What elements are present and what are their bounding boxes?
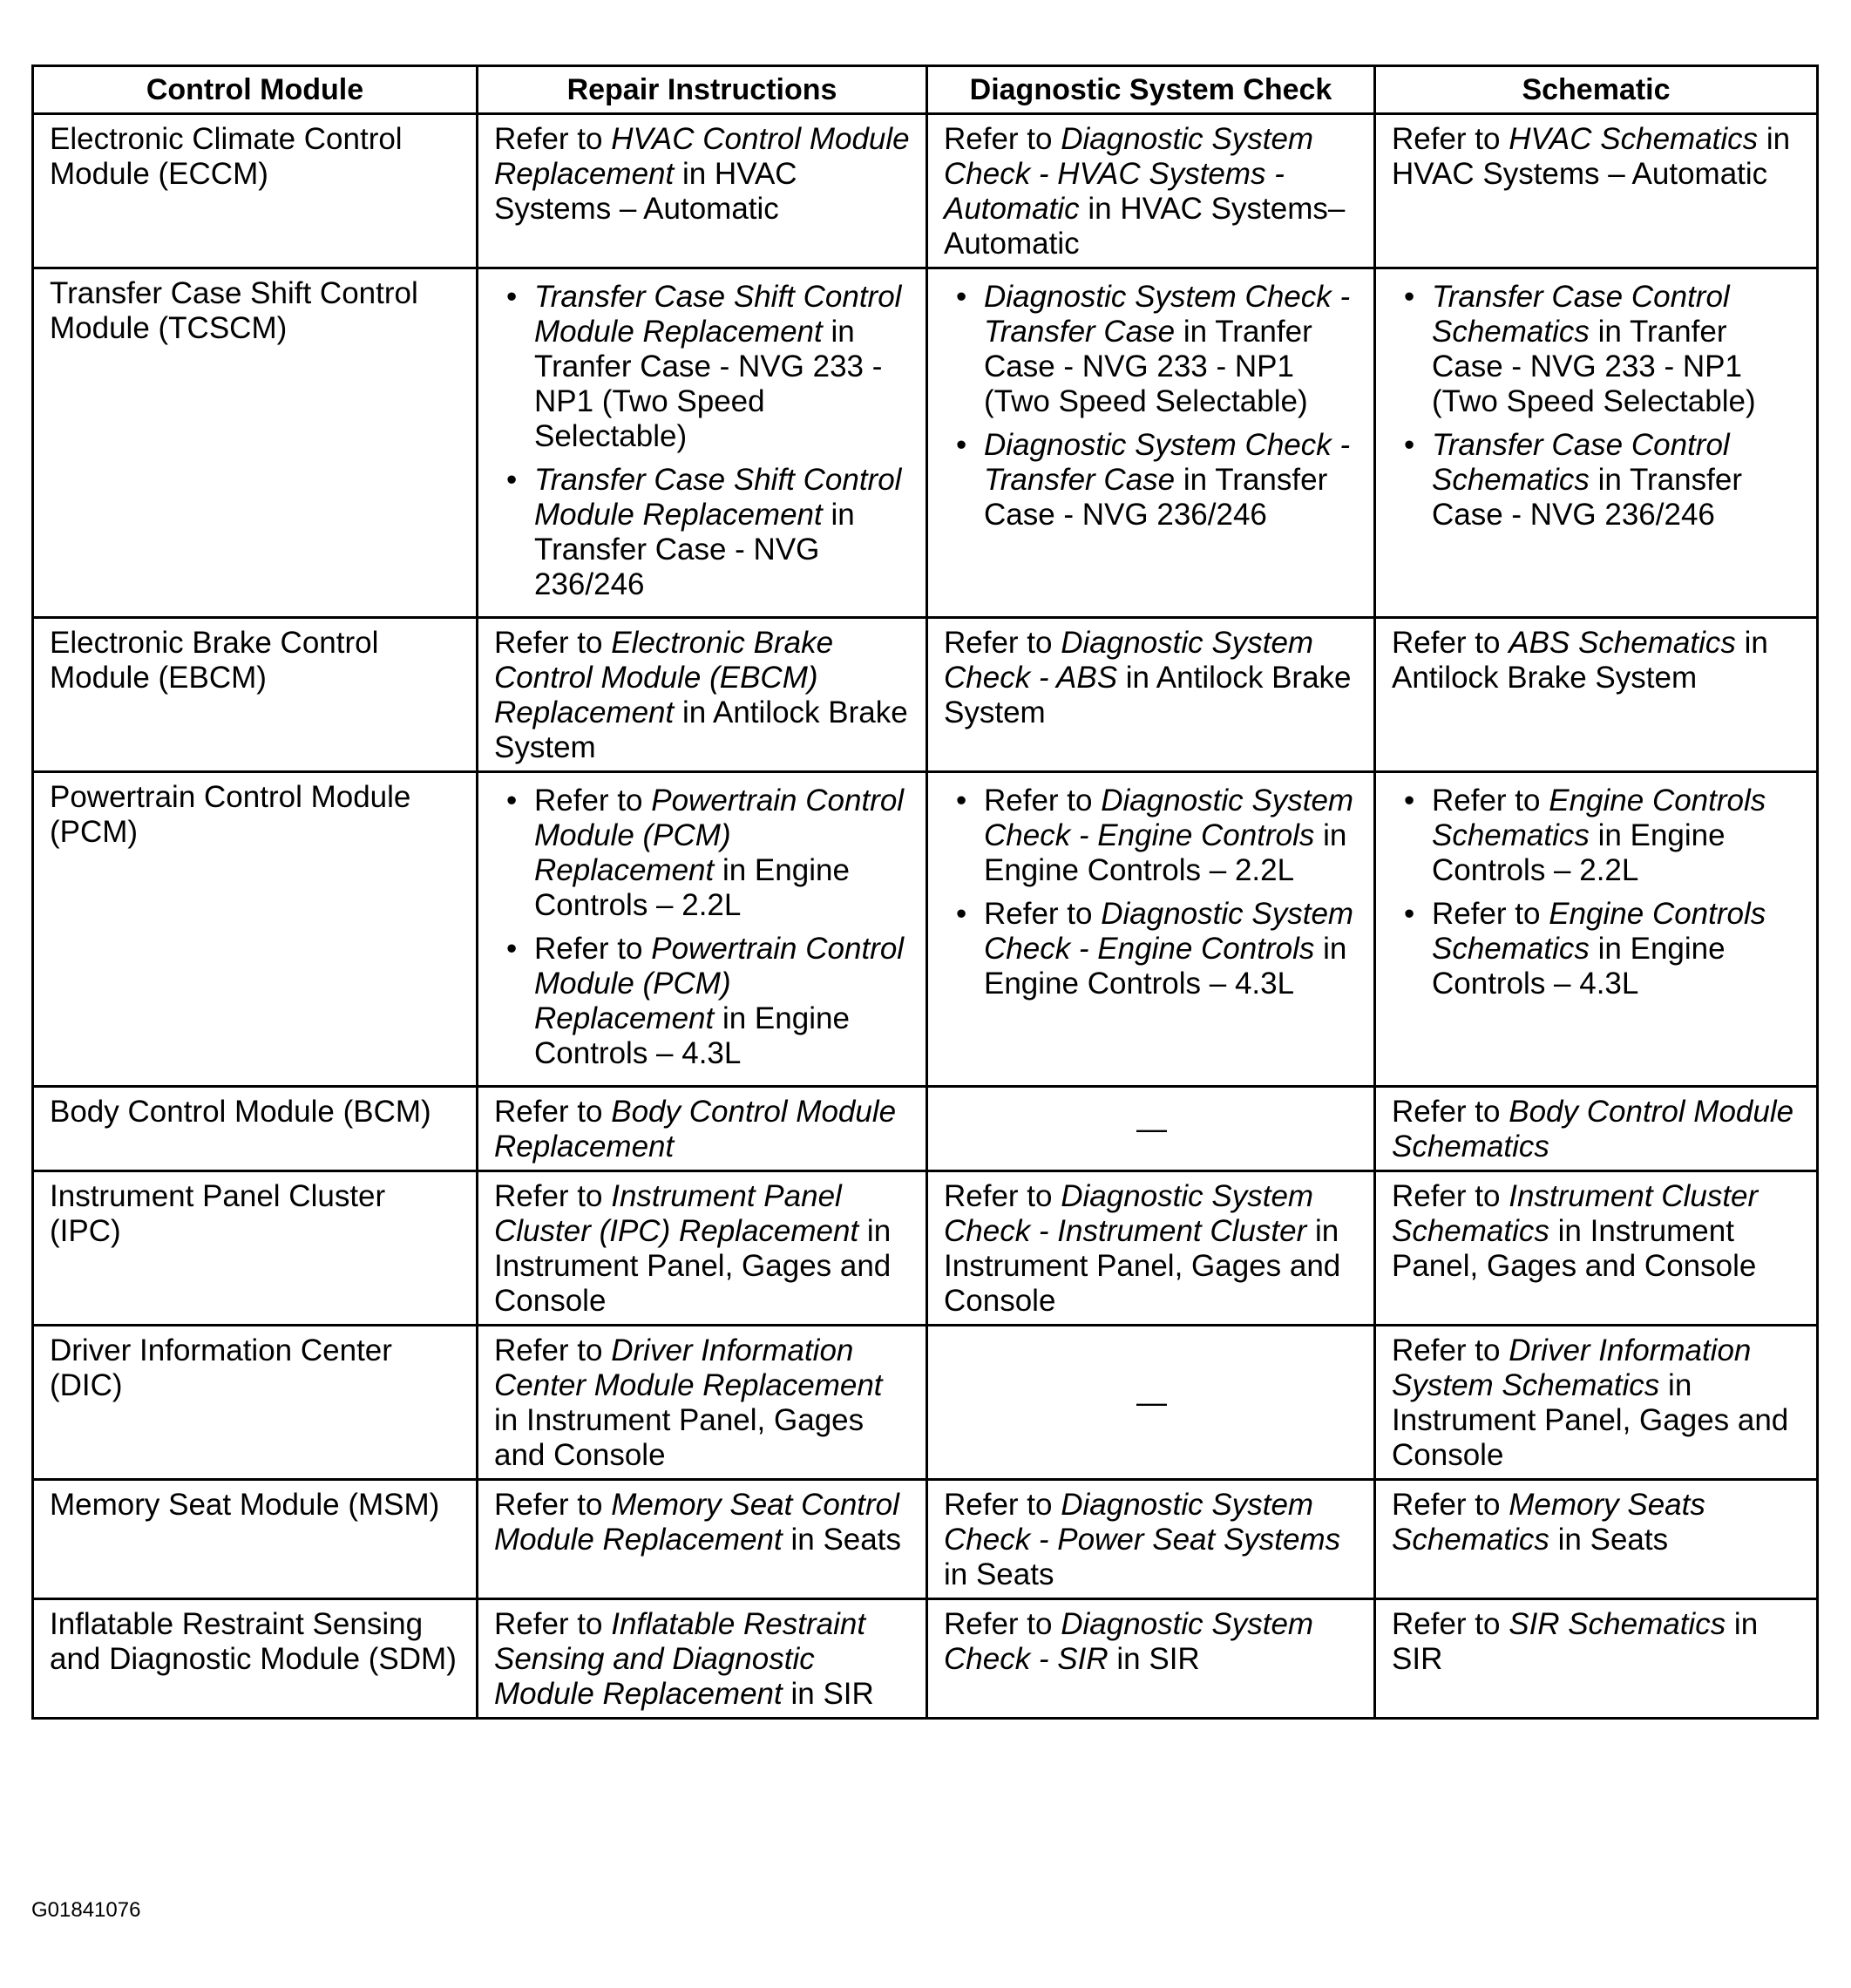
header-diagnostic-system-check: Diagnostic System Check xyxy=(927,66,1375,114)
reference-text: in Transfer Case - NVG 236/246 xyxy=(1432,463,1742,532)
reference-title: Driver Information System Schematics xyxy=(1392,1333,1752,1402)
reference-text: Refer to xyxy=(1392,1179,1509,1213)
diagnostic-check-cell xyxy=(927,618,1375,772)
reference-title: Transfer Case Control Schematics xyxy=(1432,280,1730,349)
reference-paragraph xyxy=(1392,1095,1802,1164)
diagnostic-check-cell xyxy=(927,772,1375,1087)
schematic-cell xyxy=(1375,1087,1818,1171)
table-body xyxy=(33,114,1818,1719)
reference-paragraph xyxy=(494,626,912,765)
reference-text: Refer to xyxy=(494,1607,612,1641)
module-name-cell: Electronic Brake Control Module (EBCM) xyxy=(33,618,478,772)
reference-title: SIR Schematics xyxy=(1509,1607,1726,1641)
reference-text: in HVAC Systems – Automatic xyxy=(1392,122,1791,191)
table-row xyxy=(33,1087,1818,1171)
reference-paragraph xyxy=(944,1607,1359,1677)
reference-title: Memory Seat Control Module Replacement xyxy=(494,1488,899,1557)
reference-title: Memory Seats Schematics xyxy=(1392,1488,1705,1557)
reference-text: in Instrument Panel, Gages and Console xyxy=(494,1214,892,1318)
reference-title: Diagnostic System Check - Transfer Case xyxy=(984,428,1351,497)
reference-title: ABS Schematics xyxy=(1509,626,1736,660)
reference-text: Refer to xyxy=(1392,122,1509,156)
not-applicable-dash: — xyxy=(1136,1386,1167,1420)
reference-text: Refer to xyxy=(944,122,1061,156)
reference-title: Diagnostic System Check - HVAC Systems - Automatic xyxy=(944,122,1314,226)
reference-text: in Transfer Case - NVG 236/246 xyxy=(534,498,855,601)
schematic-cell xyxy=(1375,114,1818,268)
reference-title: Transfer Case Shift Control Module Replacement xyxy=(534,280,902,349)
reference-title: Diagnostic System Check - Instrument Cluster xyxy=(944,1179,1314,1248)
table-row xyxy=(33,268,1818,618)
not-applicable-dash: — xyxy=(1136,1112,1167,1146)
reference-text: Refer to xyxy=(1392,1488,1509,1522)
module-name-cell: Driver Information Center (DIC) xyxy=(33,1326,478,1480)
reference-paragraph xyxy=(494,1607,912,1712)
reference-text: in Seats xyxy=(782,1523,901,1557)
reference-title: HVAC Control Module Replacement xyxy=(494,122,910,191)
list-item xyxy=(944,280,1359,419)
reference-text: Refer to xyxy=(1432,897,1549,931)
reference-text: Refer to xyxy=(1392,1095,1509,1129)
list-item xyxy=(1392,280,1802,419)
reference-list xyxy=(1392,784,1802,1001)
module-name-cell: Inflatable Restraint Sensing and Diagnostic Module (SDM) xyxy=(33,1599,478,1719)
reference-text: in Engine Controls – 2.2L xyxy=(534,853,850,922)
reference-title: Diagnostic System Check - Engine Controls xyxy=(984,897,1354,966)
module-name-cell: Electronic Climate Control Module (ECCM) xyxy=(33,114,478,268)
module-name-cell: Powertrain Control Module (PCM) xyxy=(33,772,478,1087)
repair-instructions-cell xyxy=(478,1171,927,1326)
reference-title: Engine Controls Schematics xyxy=(1432,897,1766,966)
reference-text: in Engine Controls – 4.3L xyxy=(1432,932,1726,1001)
table-row xyxy=(33,772,1818,1087)
list-item xyxy=(494,784,912,923)
list-item xyxy=(494,932,912,1071)
list-item xyxy=(494,280,912,454)
control-module-table xyxy=(31,64,1819,1720)
reference-paragraph xyxy=(1392,1179,1802,1284)
repair-instructions-cell xyxy=(478,1480,927,1599)
reference-text: Refer to xyxy=(944,1488,1061,1522)
schematic-cell xyxy=(1375,268,1818,618)
reference-list xyxy=(944,280,1359,533)
reference-title: Body Control Module Replacement xyxy=(494,1095,897,1164)
reference-text: Refer to xyxy=(1432,784,1549,818)
reference-text: in HVAC Systems – Automatic xyxy=(494,157,797,226)
reference-text: in Seats xyxy=(944,1557,1054,1591)
table-row xyxy=(33,1480,1818,1599)
list-item xyxy=(944,784,1359,888)
reference-text: Refer to xyxy=(494,1488,612,1522)
header-repair-instructions: Repair Instructions xyxy=(478,66,927,114)
table-row xyxy=(33,1171,1818,1326)
list-item xyxy=(1392,784,1802,888)
diagnostic-check-cell xyxy=(927,114,1375,268)
reference-text: Refer to xyxy=(494,122,612,156)
header-row xyxy=(33,66,1818,114)
reference-text: Refer to xyxy=(494,626,612,660)
diagnostic-check-cell xyxy=(927,1599,1375,1719)
reference-title: Instrument Panel Cluster (IPC) Replacement xyxy=(494,1179,859,1248)
table-row xyxy=(33,114,1818,268)
reference-title: Diagnostic System Check - Transfer Case xyxy=(984,280,1351,349)
repair-instructions-cell xyxy=(478,618,927,772)
reference-text: in Instrument Panel, Gages and Console xyxy=(1392,1368,1789,1472)
reference-text: in Engine Controls – 4.3L xyxy=(534,1001,850,1070)
reference-paragraph xyxy=(1392,1488,1802,1557)
repair-instructions-cell xyxy=(478,114,927,268)
list-item xyxy=(944,897,1359,1001)
schematic-cell xyxy=(1375,1599,1818,1719)
reference-text: Refer to xyxy=(984,897,1102,931)
module-name-cell: Transfer Case Shift Control Module (TCSCM) xyxy=(33,268,478,618)
reference-text: Refer to xyxy=(534,932,652,966)
list-item xyxy=(944,428,1359,533)
reference-paragraph xyxy=(944,626,1359,730)
reference-title: Engine Controls Schematics xyxy=(1432,784,1766,852)
repair-instructions-cell xyxy=(478,772,927,1087)
reference-title: Driver Information Center Module Replacement xyxy=(494,1333,883,1402)
reference-paragraph xyxy=(494,122,912,227)
module-name-cell: Body Control Module (BCM) xyxy=(33,1087,478,1171)
reference-text: in Tranfer Case - NVG 233 - NP1 (Two Speed Selectable) xyxy=(1432,315,1756,418)
figure-id: G01841076 xyxy=(31,1898,141,1922)
reference-text: in Engine Controls – 2.2L xyxy=(984,818,1347,887)
reference-title: HVAC Schematics xyxy=(1509,122,1759,156)
reference-text: in Tranfer Case - NVG 233 - NP1 (Two Speed Selectable) xyxy=(534,315,883,453)
reference-title: Powertrain Control Module (PCM) Replacement xyxy=(534,932,905,1035)
reference-title: Diagnostic System Check - Power Seat Systems xyxy=(944,1488,1341,1557)
reference-list xyxy=(944,784,1359,1001)
table-row xyxy=(33,1326,1818,1480)
schematic-cell xyxy=(1375,1171,1818,1326)
reference-paragraph xyxy=(944,122,1359,261)
list-item xyxy=(494,463,912,602)
reference-text: in Engine Controls – 4.3L xyxy=(984,932,1347,1001)
module-name-cell: Memory Seat Module (MSM) xyxy=(33,1480,478,1599)
module-name-cell: Instrument Panel Cluster (IPC) xyxy=(33,1171,478,1326)
reference-text: Refer to xyxy=(944,1607,1061,1641)
reference-title: Powertrain Control Module (PCM) Replacement xyxy=(534,784,905,887)
reference-paragraph xyxy=(1392,122,1802,192)
reference-list xyxy=(494,784,912,1071)
reference-paragraph xyxy=(944,1488,1359,1592)
reference-title: Diagnostic System Check - Engine Controls xyxy=(984,784,1354,852)
reference-text: Refer to xyxy=(534,784,652,818)
reference-text: Refer to xyxy=(1392,1333,1509,1367)
reference-title: Body Control Module Schematics xyxy=(1392,1095,1794,1164)
reference-list xyxy=(1392,280,1802,533)
table-row xyxy=(33,1599,1818,1719)
reference-text: in Seats xyxy=(1549,1523,1669,1557)
schematic-cell xyxy=(1375,772,1818,1087)
reference-paragraph xyxy=(1392,1607,1802,1677)
reference-paragraph xyxy=(494,1333,912,1473)
reference-paragraph xyxy=(494,1488,912,1557)
reference-title: Diagnostic System Check - ABS xyxy=(944,626,1314,695)
schematic-cell xyxy=(1375,1326,1818,1480)
diagnostic-check-cell xyxy=(927,1171,1375,1326)
list-item xyxy=(1392,897,1802,1001)
reference-text: in Instrument Panel, Gages and Console xyxy=(1392,1214,1757,1283)
reference-title: Diagnostic System Check - SIR xyxy=(944,1607,1314,1676)
reference-text: in HVAC Systems– Automatic xyxy=(944,192,1346,261)
reference-text: in SIR xyxy=(1392,1607,1759,1676)
repair-instructions-cell xyxy=(478,1599,927,1719)
reference-text: Refer to xyxy=(494,1095,612,1129)
reference-text: Refer to xyxy=(1392,1607,1509,1641)
reference-title: Transfer Case Control Schematics xyxy=(1432,428,1730,497)
reference-text: in Antilock Brake System xyxy=(944,661,1352,729)
table-row xyxy=(33,618,1818,772)
reference-title: Instrument Cluster Schematics xyxy=(1392,1179,1759,1248)
diagnostic-check-cell xyxy=(927,1480,1375,1599)
reference-text: in Tranfer Case - NVG 233 - NP1 (Two Speed Selectable) xyxy=(984,315,1312,418)
reference-text: Refer to xyxy=(944,626,1061,660)
reference-text: in Antilock Brake System xyxy=(1392,626,1768,695)
reference-text: in Instrument Panel, Gages and Console xyxy=(494,1403,864,1472)
reference-paragraph xyxy=(494,1179,912,1319)
header-control-module: Control Module xyxy=(33,66,478,114)
diagnostic-check-cell xyxy=(927,1087,1375,1171)
reference-text: in Instrument Panel, Gages and Console xyxy=(944,1214,1341,1318)
reference-paragraph xyxy=(944,1179,1359,1319)
reference-text: Refer to xyxy=(494,1333,612,1367)
reference-text: Refer to xyxy=(1392,626,1509,660)
control-module-table-wrap xyxy=(31,64,1816,1720)
diagnostic-check-cell xyxy=(927,1326,1375,1480)
diagnostic-check-cell xyxy=(927,268,1375,618)
list-item xyxy=(1392,428,1802,533)
reference-text: Refer to xyxy=(984,784,1102,818)
reference-text: in Transfer Case - NVG 236/246 xyxy=(984,463,1328,532)
reference-list xyxy=(494,280,912,602)
reference-paragraph xyxy=(1392,626,1802,695)
schematic-cell xyxy=(1375,1480,1818,1599)
reference-text: in Antilock Brake System xyxy=(494,695,908,764)
repair-instructions-cell xyxy=(478,1087,927,1171)
reference-text: in SIR xyxy=(1108,1642,1200,1676)
header-schematic: Schematic xyxy=(1375,66,1818,114)
reference-paragraph xyxy=(1392,1333,1802,1473)
reference-text: in SIR xyxy=(782,1677,874,1711)
schematic-cell xyxy=(1375,618,1818,772)
repair-instructions-cell xyxy=(478,1326,927,1480)
reference-title: Transfer Case Shift Control Module Replacement xyxy=(534,463,902,532)
reference-text: in Engine Controls – 2.2L xyxy=(1432,818,1726,887)
reference-paragraph xyxy=(494,1095,912,1164)
repair-instructions-cell xyxy=(478,268,927,618)
reference-title: Electronic Brake Control Module (EBCM) Replacement xyxy=(494,626,834,729)
reference-text: Refer to xyxy=(944,1179,1061,1213)
reference-text: Refer to xyxy=(494,1179,612,1213)
reference-title: Inflatable Restraint Sensing and Diagnostic Module Replacement xyxy=(494,1607,866,1711)
